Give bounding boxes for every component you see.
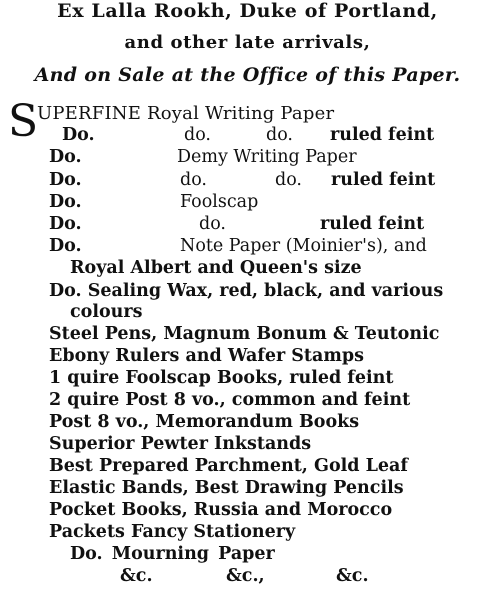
colours-line: colours <box>70 302 143 322</box>
list-item: Pocket Books, Russia and Morocco <box>49 500 393 520</box>
row-col3: do. <box>266 125 293 145</box>
etc-3: &c. <box>336 566 369 586</box>
list-item: Best Prepared Parchment, Gold Leaf <box>49 456 408 476</box>
list-item: 1 quire Foolscap Books, ruled feint <box>49 368 394 388</box>
row-label: Do. <box>62 125 95 145</box>
row-col2: Note Paper (Moinier's), and <box>180 236 427 256</box>
row-col4: ruled feint <box>320 214 425 234</box>
list-item: Steel Pens, Magnum Bonum & Teutonic <box>49 324 440 344</box>
row-col4: ruled feint <box>331 170 436 190</box>
headline-late-arrivals: and other late arrivals, <box>124 32 371 53</box>
list-item: Ebony Rulers and Wafer Stamps <box>49 346 364 366</box>
row-label: Do. <box>49 170 82 190</box>
row-label: Do. <box>49 147 82 167</box>
row-label: Do. <box>49 236 82 256</box>
first-line: UPERFINE Royal Writing Paper <box>37 103 335 124</box>
mourning-paper-line: Do. Mourning Paper <box>70 544 275 564</box>
etc-1: &c. <box>120 566 153 586</box>
list-item: 2 quire Post 8 vo., common and feint <box>49 390 411 410</box>
sealing-wax-line: Do. Sealing Wax, red, black, and various <box>49 281 444 301</box>
row-col2: Foolscap <box>180 192 259 212</box>
row-col2: Demy Writing Paper <box>177 147 357 167</box>
row-col2: do. <box>199 214 226 234</box>
list-item: Superior Pewter Inkstands <box>49 434 312 454</box>
row-label: Do. <box>49 192 82 212</box>
list-item: Packets Fancy Stationery <box>49 522 296 542</box>
etc-2: &c., <box>226 566 265 586</box>
royal-albert-line: Royal Albert and Queen's size <box>70 258 362 278</box>
row-col3: do. <box>275 170 302 190</box>
headline-arrivals: Ex Lalla Rookh, Duke of Portland, <box>57 0 438 22</box>
row-col2: do. <box>180 170 207 190</box>
list-item: Post 8 vo., Memorandum Books <box>49 412 360 432</box>
row-col4: ruled feint <box>330 125 435 145</box>
row-col2: do. <box>184 125 211 145</box>
headline-on-sale: And on Sale at the Office of this Paper. <box>34 64 461 86</box>
drop-cap: S <box>8 96 39 147</box>
row-label: Do. <box>49 214 82 234</box>
list-item: Elastic Bands, Best Drawing Pencils <box>49 478 404 498</box>
